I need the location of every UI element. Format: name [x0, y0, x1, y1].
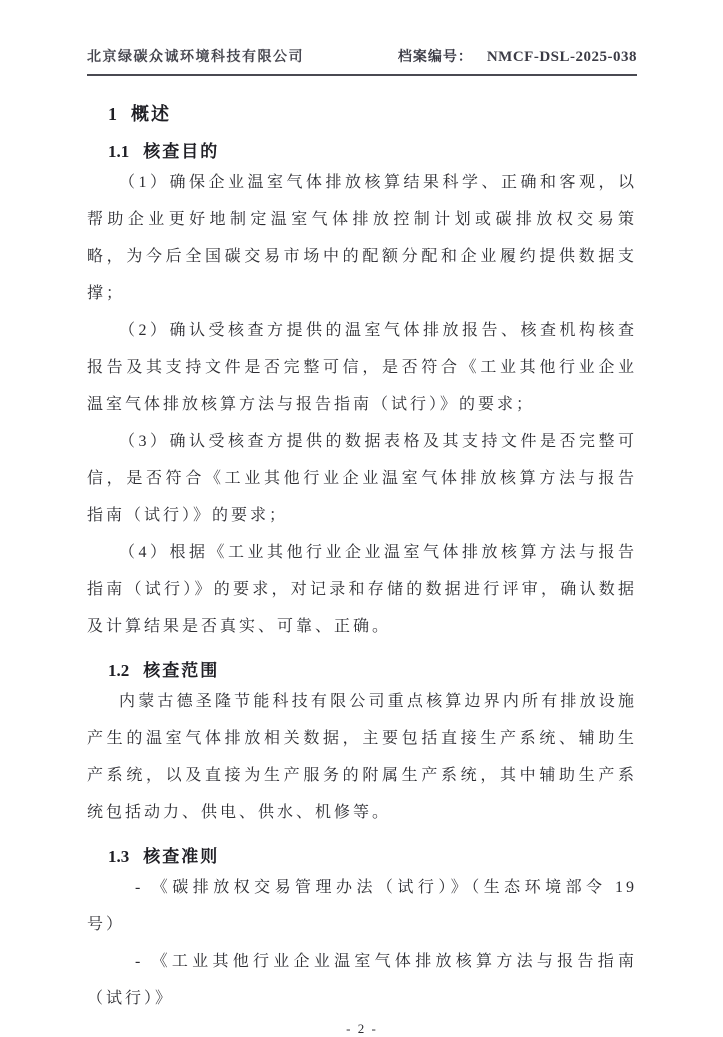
chapter-number: 1: [108, 104, 117, 124]
section-1-3-title: 核查准则: [143, 847, 220, 866]
archive-number-value: NMCF-DSL-2025-038: [486, 49, 637, 65]
chapter-heading: [108, 102, 637, 126]
section-1-3-heading: [108, 845, 637, 869]
chapter-title: 概述: [131, 104, 171, 124]
paragraph-purpose-3: （3）确认受核查方提供的数据表格及其支持文件是否完整可信，是否符合《工业其他行业企业温室气体排放核算方法与报告指南（试行）》的要求；: [87, 433, 637, 524]
paragraph-purpose-1: （1）确保企业温室气体排放核算结果科学、正确和客观，以帮助企业更好地制定温室气体排放控制计划或碳排放权交易策略，为今后全国碳交易市场中的配额分配和企业履约提供数据支撑；: [87, 174, 637, 302]
section-1-2-heading: [108, 659, 637, 683]
criteria-item-1: - 《碳排放权交易管理办法（试行）》（生态环境部令 19 号）: [87, 879, 637, 933]
section-1-1-title: 核查目的: [143, 142, 220, 161]
paragraph-purpose-4: （4）根据《工业其他行业企业温室气体排放核算方法与报告指南（试行）》的要求，对记录和存储的数据进行评审，确认数据及计算结果是否真实、可靠、正确。: [87, 544, 637, 635]
section-1-2-title: 核查范围: [143, 661, 220, 680]
section-1-1-heading: [108, 140, 637, 164]
header-company-name: 北京绿碳众诚环境科技有限公司: [87, 50, 304, 65]
header-archive-number-group: [398, 46, 637, 66]
section-1-3-number: 1.3: [108, 847, 130, 866]
archive-number-label: 档案编号：: [397, 50, 473, 65]
page-footer: [87, 1021, 637, 1037]
page-number: - 2 -: [346, 1021, 378, 1036]
section-1-2-number: 1.2: [108, 661, 130, 680]
paragraph-purpose-2: （2）确认受核查方提供的温室气体排放报告、核查机构核查报告及其支持文件是否完整可信，是否符合《工业其他行业企业温室气体排放核算方法与报告指南（试行）》的要求；: [87, 322, 637, 413]
criteria-item-2: - 《工业其他行业企业温室气体排放核算方法与报告指南（试行）》: [87, 953, 637, 1007]
paragraph-scope: 内蒙古德圣隆节能科技有限公司重点核算边界内所有排放设施产生的温室气体排放相关数据，主要包括直接生产系统、辅助生产系统，以及直接为生产服务的附属生产系统，其中辅助生产系统包括动力、供电、供水、机修等。: [87, 693, 637, 821]
page-header: [87, 46, 637, 76]
section-1-1-number: 1.1: [108, 142, 130, 161]
